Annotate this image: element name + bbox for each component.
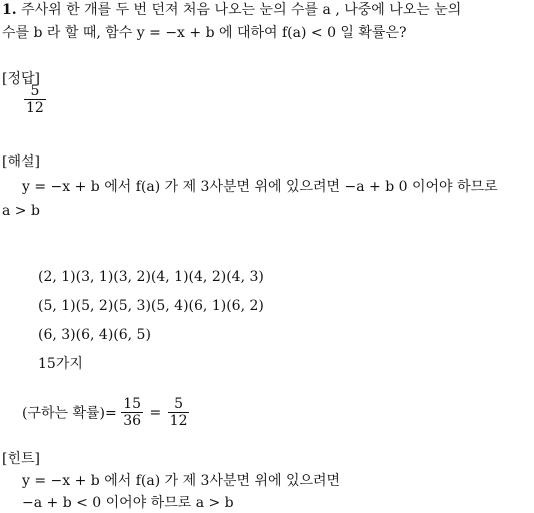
explanation-line-1: y = −x + b 에서 f(a) 가 제 3사분면 위에 있으려면 −a + b 0 이어야 하므로 bbox=[22, 179, 498, 195]
pairs-row-1: (2, 1)(3, 1)(3, 2)(4, 1)(4, 2)(4, 3) bbox=[38, 269, 264, 285]
hint-line-1: y = −x + b 에서 f(a) 가 제 3사분면 위에 있으려면 bbox=[22, 473, 341, 489]
question-number: 1. bbox=[2, 2, 17, 18]
fraction-2-numerator: 5 bbox=[174, 396, 184, 412]
question-line-1 bbox=[2, 0, 461, 20]
probability-fraction-1 bbox=[121, 396, 143, 429]
question-line-2: 수를 b 라 할 때, 함수 y = −x + b 에 대하여 f(a) < 0 일 확률은? bbox=[2, 25, 407, 41]
hint-line-2: −a + b < 0 이어야 하므로 a > b bbox=[22, 495, 234, 511]
fraction-1-denominator: 36 bbox=[123, 413, 142, 429]
answer-denominator: 12 bbox=[26, 100, 44, 116]
fraction-1-numerator: 15 bbox=[123, 396, 142, 412]
case-count: 15가지 bbox=[38, 356, 83, 372]
pairs-row-3: (6, 3)(6, 4)(6, 5) bbox=[38, 327, 151, 343]
equals-sign: = bbox=[149, 404, 162, 421]
answer-fraction bbox=[24, 83, 46, 116]
probability-fraction-2 bbox=[168, 396, 190, 429]
fraction-2-denominator: 12 bbox=[169, 413, 188, 429]
pairs-row-2: (5, 1)(5, 2)(5, 3)(5, 4)(6, 1)(6, 2) bbox=[38, 298, 264, 314]
answer-numerator: 5 bbox=[30, 83, 40, 99]
answer-label: [정답] bbox=[2, 71, 40, 87]
probability-label: (구하는 확률)= bbox=[22, 405, 117, 422]
explanation-line-2: a > b bbox=[2, 203, 40, 219]
probability-line bbox=[22, 396, 189, 429]
question-text-1: 주사위 한 개를 두 번 던져 처음 나오는 눈의 수를 a , 나중에 나오는 눈의 bbox=[21, 2, 462, 18]
explanation-label: [해설] bbox=[2, 154, 40, 170]
hint-label: [힌트] bbox=[2, 451, 40, 467]
